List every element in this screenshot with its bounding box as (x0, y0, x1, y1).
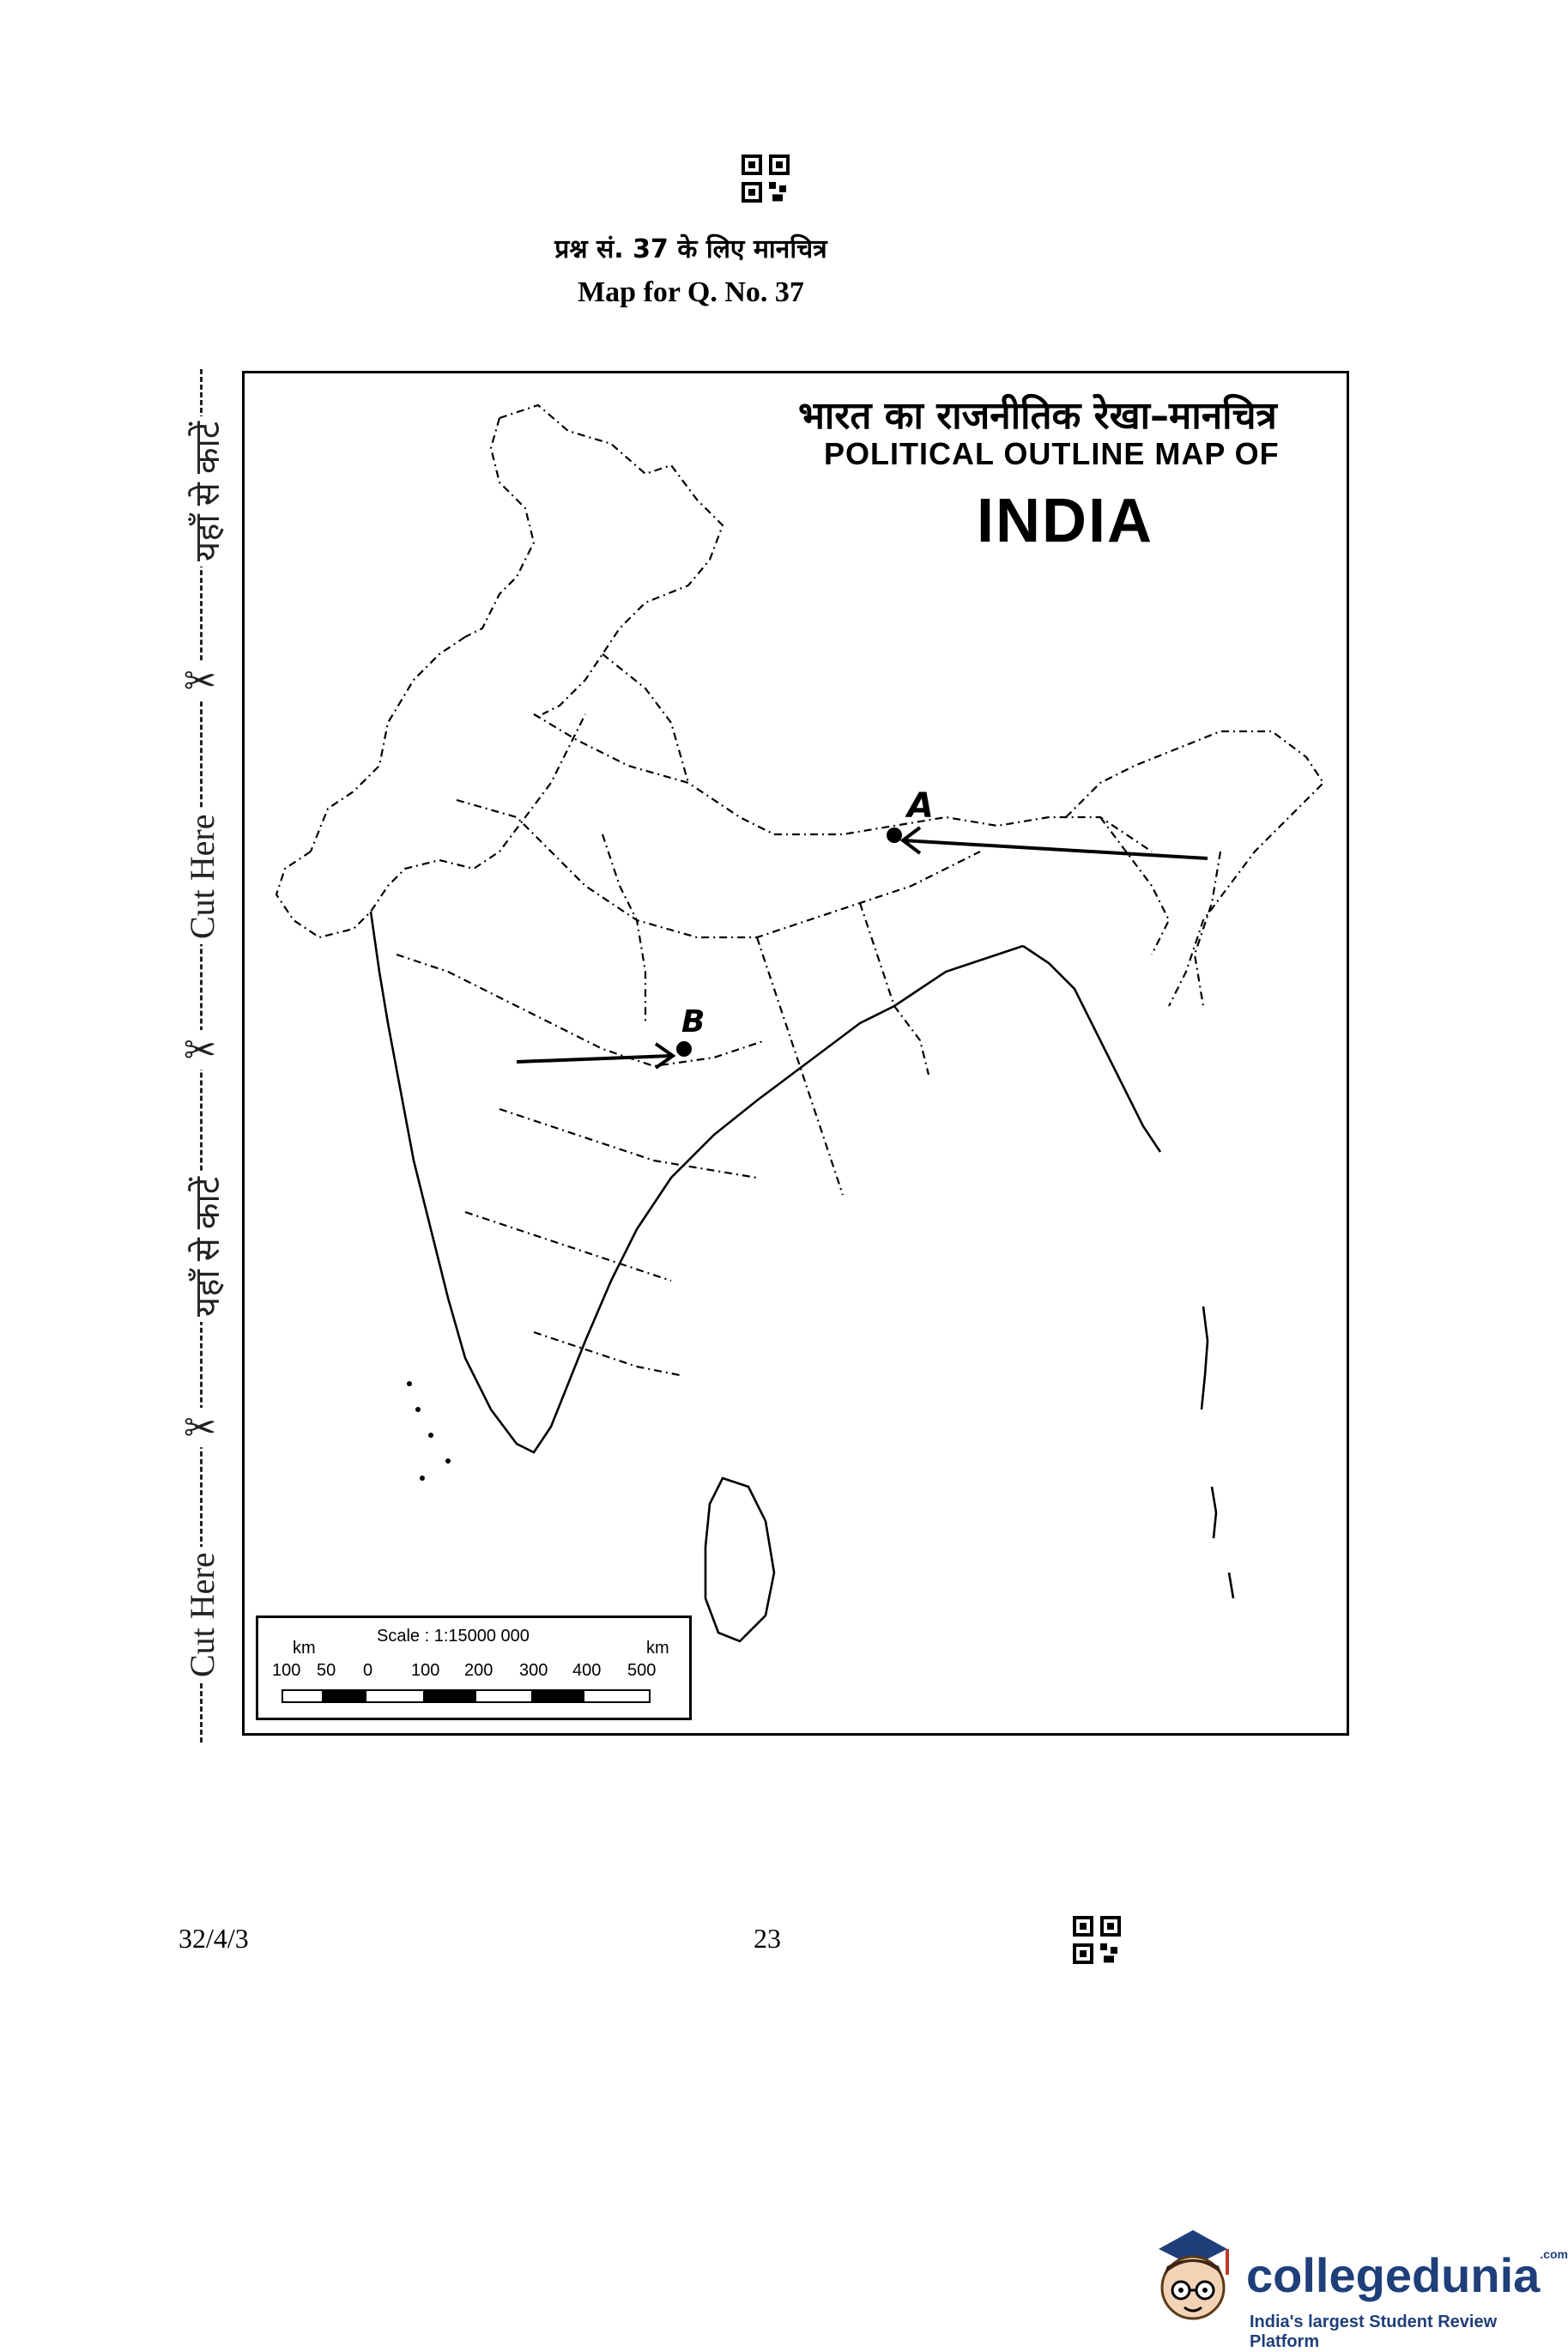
brand-name-text: collegedunia (1246, 2248, 1541, 2302)
scale-tick-label: 500 (627, 1661, 657, 1680)
brand-suffix: .com (1540, 2247, 1568, 2261)
paper-code: 32/4/3 (179, 1923, 249, 1954)
brand-tagline: India's largest Student Review Platform (1250, 2313, 1498, 2351)
qr-code-top (742, 155, 790, 203)
scale-tick-label: 400 (572, 1661, 602, 1680)
map-title-india: INDIA (977, 487, 1153, 555)
scissors-icon: ✂ (179, 661, 221, 700)
scale-tick-label: 200 (464, 1661, 493, 1680)
marker-b-label: B (681, 1004, 705, 1040)
marker-a (887, 786, 1208, 858)
scale-unit-right: km (646, 1639, 669, 1658)
scale-bar (282, 1687, 660, 1707)
question-heading-hindi: प्रश्न सं. 37 के लिए मानचित्र (554, 234, 827, 264)
scale-box (256, 1615, 692, 1720)
map-title-hindi: भारत का राजनीतिक रेखा–मानचित्र (798, 394, 1277, 438)
question-heading-english: Map for Q. No. 37 (578, 276, 804, 308)
brand-name[interactable] (1246, 2247, 1568, 2303)
marker-a-label: A (907, 786, 934, 826)
page-number: 23 (754, 1923, 781, 1954)
cut-label-hindi-top: यहाँ से काटें (182, 416, 229, 567)
qr-code-bottom (1073, 1916, 1121, 1964)
cut-label-hindi-bottom: यहाँ से काटें (182, 1172, 229, 1322)
scale-tick-label: 100 (411, 1661, 440, 1680)
scale-tick-label: 100 (272, 1661, 301, 1680)
scale-tick-label: 0 (363, 1661, 373, 1680)
india-outline-map (242, 371, 1349, 1736)
cut-label-english-top: Cut Here (182, 809, 222, 944)
map-title-english: POLITICAL OUTLINE MAP OF (824, 436, 1280, 471)
scale-tick-label: 50 (317, 1661, 336, 1680)
scale-title: Scale : 1:15000 000 (377, 1627, 530, 1646)
scissors-icon: ✂ (179, 1408, 221, 1447)
cut-label-english-bottom: Cut Here (182, 1547, 222, 1682)
brand-mascot-icon (1141, 2215, 1244, 2335)
marker-b (517, 1004, 705, 1068)
scale-unit-left: km (293, 1639, 316, 1658)
scissors-icon: ✂ (179, 1030, 221, 1070)
scale-tick-label: 300 (519, 1661, 548, 1680)
